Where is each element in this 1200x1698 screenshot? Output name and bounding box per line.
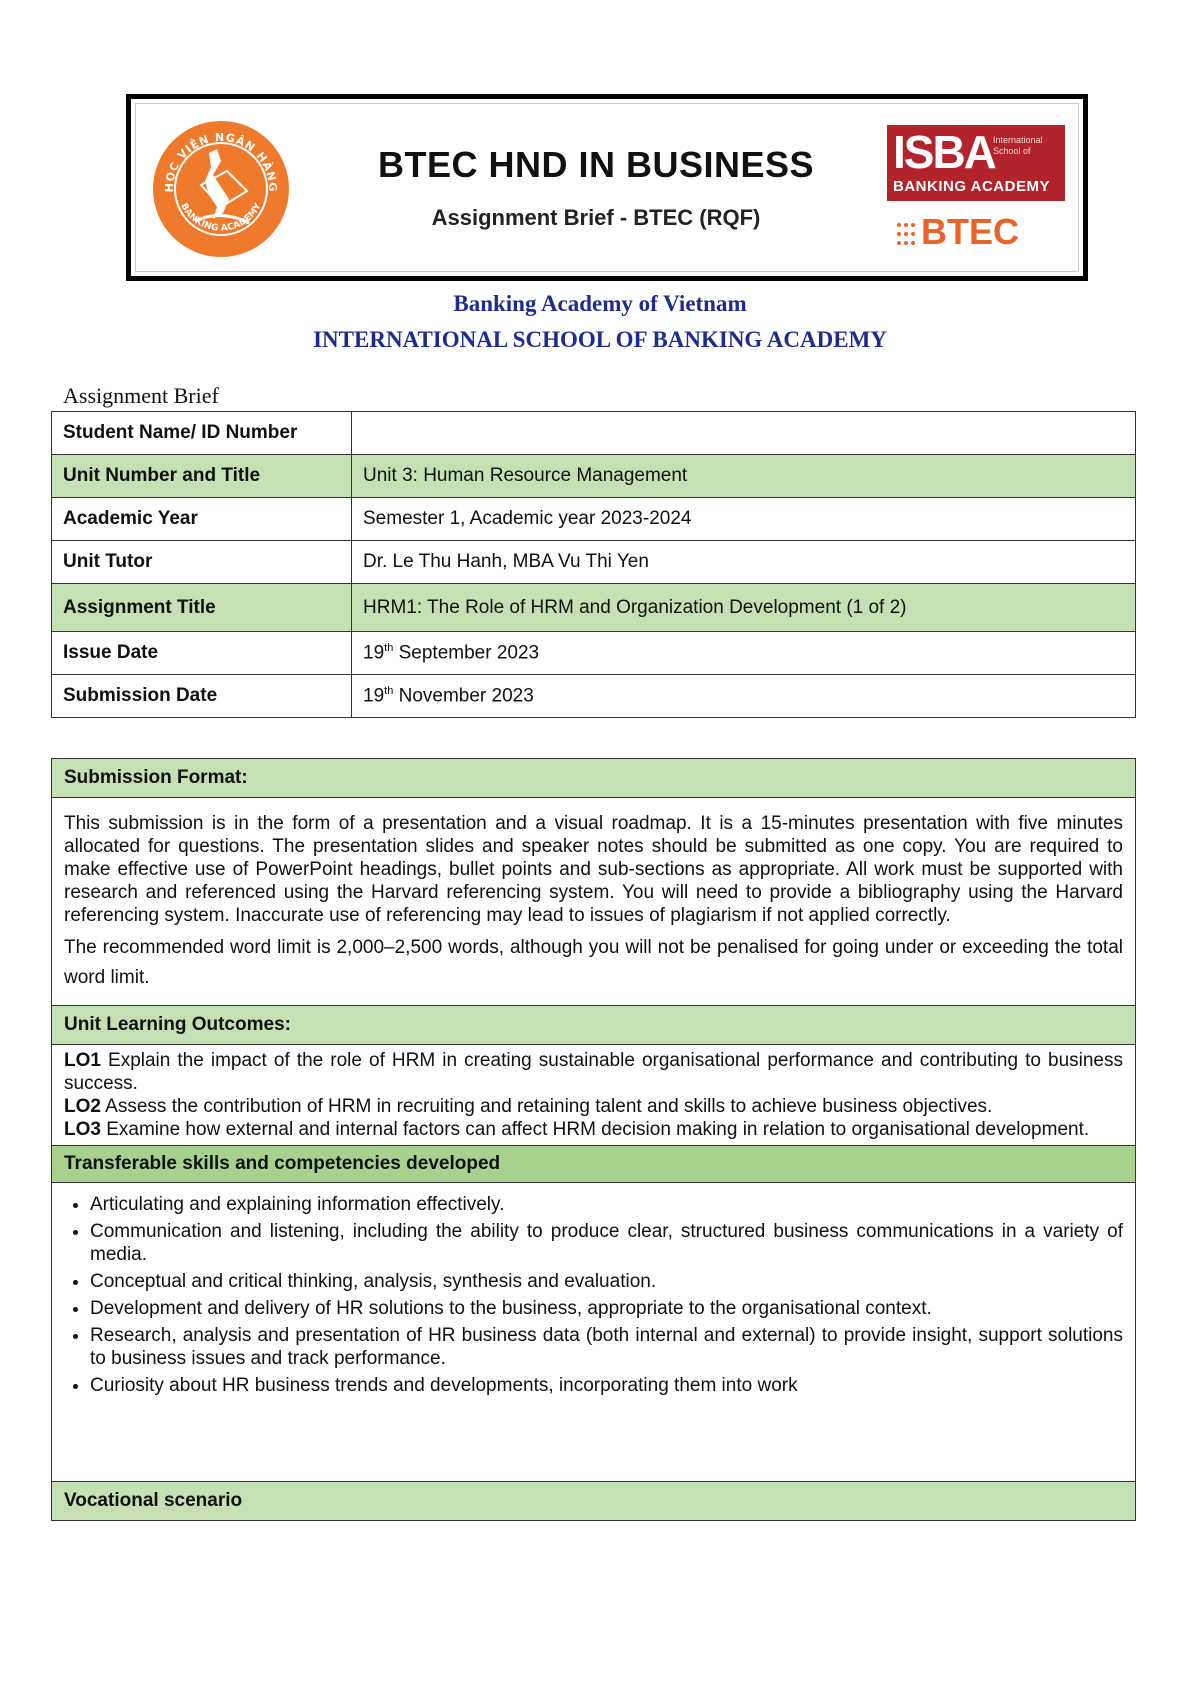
row-key: Unit Tutor [52, 541, 352, 584]
section-body-row [52, 1183, 1136, 1482]
list-item: • Curiosity about HR business trends and developments, incorporating them into work [90, 1374, 1123, 1397]
isba-logo-text: ISBA [893, 126, 995, 178]
svg-text:BANKING ACADEMY: BANKING ACADEMY [178, 201, 264, 234]
student-name-field [352, 412, 1136, 455]
table-row [52, 498, 1136, 541]
date-day: 19 [363, 642, 385, 664]
isba-tagline: International School of [993, 135, 1043, 156]
learning-outcome-item [64, 1049, 1123, 1095]
section-header-row [52, 1482, 1136, 1521]
row-value: Dr. Le Thu Hanh, MBA Vu Thi Yen [352, 541, 1136, 584]
isba-btec-logo [887, 125, 1067, 255]
isba-logo-subtext: BANKING ACADEMY [893, 178, 1050, 195]
svg-text:HỌC VIỆN NGÂN HÀNG: HỌC VIỆN NGÂN HÀNG [162, 130, 280, 193]
date-day: 19 [363, 685, 385, 707]
skills-list [64, 1193, 1123, 1397]
section-header-row [52, 1146, 1136, 1183]
table-row [52, 541, 1136, 584]
assignment-info-table [51, 411, 1136, 718]
lo-text: Assess the contribution of HRM in recruiting and retaining talent and skills to achieve business objectives. [100, 1096, 993, 1117]
table-row [52, 632, 1136, 675]
learning-outcomes-body [52, 1045, 1136, 1146]
banking-academy-seal-logo [151, 119, 291, 259]
row-key: Academic Year [52, 498, 352, 541]
date-suffix: th [384, 641, 394, 654]
row-value: Semester 1, Academic year 2023-2024 [352, 498, 1136, 541]
learning-outcome-item [64, 1118, 1123, 1141]
row-key: Unit Number and Title [52, 455, 352, 498]
table-row [52, 584, 1136, 632]
table-row [52, 675, 1136, 718]
section-body-row [52, 1045, 1136, 1146]
lo-text: Explain the impact of the role of HRM in creating sustainable organisational performance and contributing to business success. [64, 1050, 1123, 1094]
lo-code: LO3 [64, 1119, 101, 1140]
word-limit-paragraph: The recommended word limit is 2,000–2,500 words, although you will not be penalised for going under or exceeding the total word limit. [64, 937, 1123, 988]
issue-date-value [352, 632, 1136, 675]
row-value: HRM1: The Role of HRM and Organization Development (1 of 2) [352, 584, 1136, 632]
section-header-row [52, 759, 1136, 798]
skills-heading: Transferable skills and competencies developed [52, 1146, 1136, 1183]
row-key: Assignment Title [52, 584, 352, 632]
date-rest: November 2023 [393, 685, 534, 707]
school-name: INTERNATIONAL SCHOOL OF BANKING ACADEMY [313, 327, 887, 352]
learning-outcome-item [64, 1095, 1123, 1118]
submission-date-value [352, 675, 1136, 718]
vocational-scenario-heading: Vocational scenario [52, 1482, 1136, 1521]
submission-format-paragraph: This submission is in the form of a presentation and a visual roadmap. It is a 15-minutes presentation with five minutes allocated for questions. The presentation slides and speaker notes should be submitted as one copy. You are required to make effective use of PowerPoint headings, bullet points and sub-sections as appropriate. All work must be supported with research and referenced using the Harvard referencing system. You will need to provide a bibliography using the Harvard referencing system. Inaccurate use of referencing may lead to issues of plagiarism if not applied correctly. [64, 813, 1123, 926]
learning-outcomes-heading: Unit Learning Outcomes: [52, 1006, 1136, 1045]
btec-logo-text: BTEC [921, 211, 1019, 252]
list-item: • Articulating and explaining information effectively. [90, 1193, 1123, 1216]
row-key: Student Name/ ID Number [52, 412, 352, 455]
table-row [52, 455, 1136, 498]
table-row [52, 412, 1136, 455]
date-suffix: th [384, 684, 394, 697]
list-item: • Research, analysis and presentation of HR business data (both internal and external) to provide insight, support solutions to business issues and track performance. [90, 1324, 1123, 1370]
submission-format-heading: Submission Format: [52, 759, 1136, 798]
assignment-brief-label: Assignment Brief [63, 383, 219, 408]
row-key: Submission Date [52, 675, 352, 718]
list-item: • Communication and listening, including the ability to produce clear, structured business communications in a variety of media. [90, 1220, 1123, 1266]
row-value: Unit 3: Human Resource Management [352, 455, 1136, 498]
isba-logo [887, 125, 1065, 201]
list-item: • Conceptual and critical thinking, analysis, synthesis and evaluation. [90, 1270, 1123, 1293]
header-banner [126, 94, 1088, 281]
banner-subtitle: Assignment Brief - BTEC (RQF) [431, 205, 761, 230]
lo-code: LO2 [64, 1096, 101, 1117]
lo-text: Examine how external and internal factors can affect HRM decision making in relation to organisational development. [100, 1119, 1090, 1140]
row-key: Issue Date [52, 632, 352, 675]
submission-format-body [52, 798, 1136, 1006]
section-body-row [52, 798, 1136, 1006]
assignment-details-table [51, 758, 1136, 1521]
institution-name: Banking Academy of Vietnam [453, 291, 747, 316]
lo-code: LO1 [64, 1050, 101, 1071]
date-rest: September 2023 [393, 642, 540, 664]
banner-title: BTEC HND IN BUSINESS [377, 144, 815, 185]
skills-body [52, 1183, 1136, 1482]
section-header-row [52, 1006, 1136, 1045]
list-item: • Development and delivery of HR solutions to the business, appropriate to the organisational context. [90, 1297, 1123, 1320]
